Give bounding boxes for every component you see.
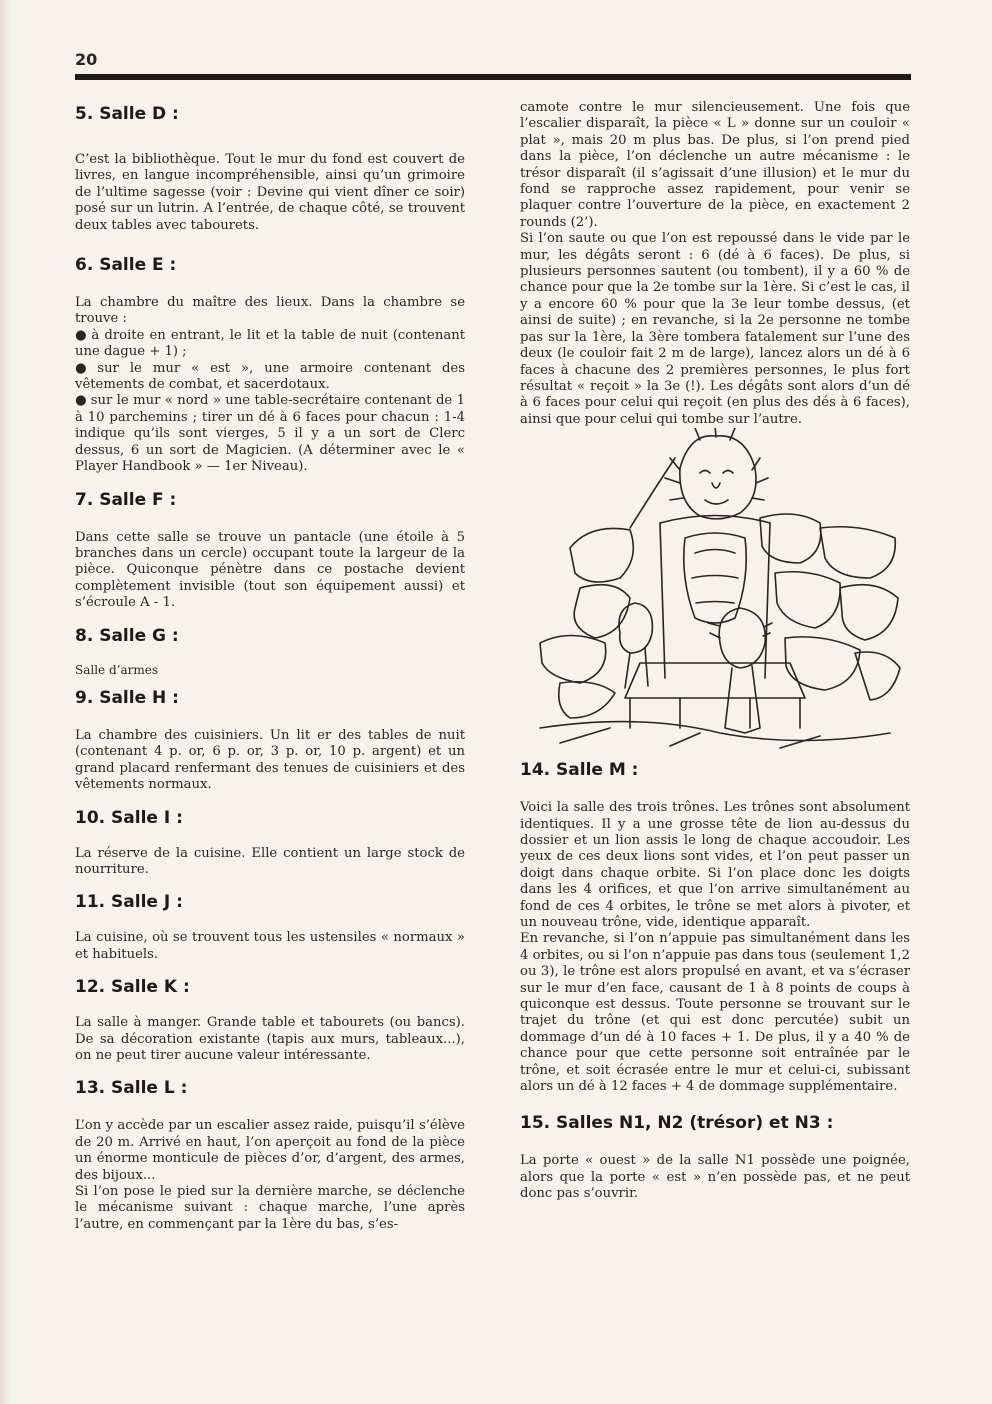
text-salle-e-intro: La chambre du maître des lieux. Dans la chambre se trouve : [75,295,465,327]
text-salle-h: La chambre des cuisiniers. Un lit er des tables de nuit (contenant 4 p. or, 6 p. or, 3 p. or, 10 p. argent) et un grand placard renfermant des tenues de cuisiniers et des vêtements normaux. [75,727,465,793]
list-item-text: à droite en entrant, le lit et la table de nuit (contenant une dague + 1) ; [75,327,465,360]
heading-salle-k: 12. Salle K : [75,977,190,998]
list-item-text: sur le mur « est », une armoire contenant des vêtements de combat, et sacerdotaux. [75,360,465,393]
heading-salle-j: 11. Salle J : [75,892,183,913]
heading-salle-h: 9. Salle H : [75,687,179,708]
text-salle-l-continued-1: camote contre le mur silencieusement. Une fois que l’escalier disparaît, la pièce « L » donne sur un couloir « plat », mais 20 m plus bas. De plus, si l’on prend pied dans la pièce, l’on déclenche un autre mécanisme : le trésor disparaît (il s’agissait d’une illusion) et le mur du fond se rapproche assez rapidement, pour venir se plaquer contre l’ouverture de la pièce, en exactement 2 rounds (2’). [520,100,910,230]
page-number: 20 [75,50,98,69]
bullet-icon: ● [75,393,87,409]
header-rule [75,74,911,80]
heading-salle-f: 7. Salle F : [75,489,177,510]
heading-salles-n: 15. Salles N1, N2 (trésor) et N3 : [520,1113,834,1134]
text-salle-m-2: En revanche, si l’on n’appuie pas simultanément dans les 4 orbites, ou si l’on n’appuie pas dans tous (seulement 1,2 ou 3), le trône est alors propulsé en avant, et va s’écraser sur le mur d’en face, causant de 1 à 8 points de coups à quiconque est dessus. Toute personne se trouvant sur le trajet du trône (et qui est donc percutée) subit un dommage d’un dé à 10 faces + 1. De plus, il y a 40 % de chance pour que cette personne soit entraînée par le trône, et soit écrasée entre le mur et celui-ci, subissant alors un dé à 12 faces + 4 de dommage supplémentaire. [520,931,910,1095]
text-salle-j: La cuisine, où se trouvent tous les ustensiles « normaux » et habituels. [75,930,465,962]
text-salle-l-1: L’on y accède par un escalier assez raide, puisqu’il s’élève de 20 m. Arrivé en haut, l’on aperçoit au fond de la pièce un énorme monticule de pièces d’or, d’argent, des armes, des bijoux... [75,1118,465,1183]
page-edge [0,0,10,1404]
right-column [520,100,910,1203]
heading-salle-g: 8. Salle G : [75,625,179,646]
heading-salle-m: 14. Salle M : [520,760,639,781]
text-salle-m-1: Voici la salle des trois trônes. Les trônes sont absolument identiques. Il y a une grosse tête de lion au-dessus du dossier et un lion assis le long de chaque accoudoir. Les yeux de ces deux lions sont vides, et l’on peut passer un doigt dans chaque orbite. Si l’on place donc les doigts dans les 4 orifices, et que l’on arrive simultanément au fond de ces 4 orbites, le trône se met alors à pivoter, et un nouveau trône, vide, identique apparaît. [520,800,910,930]
text-salle-l-2: Si l’on pose le pied sur la dernière marche, se déclenche le mécanisme suivant : chaque marche, l’une après l’autre, en commençant par la 1ère du bas, s’es- [75,1184,465,1232]
list-item [75,393,465,475]
throne-lion-illustration [520,428,910,758]
heading-salle-d: 5. Salle D : [75,104,179,124]
text-salle-f: Dans cette salle se trouve un pantacle (une étoile à 5 branches dans un cercle) occupant toute la largeur de la pièce. Quiconque pénètre dans ce postache devient complètement invisible (tout son équipement aussi) et s’écroule A - 1. [75,529,465,611]
heading-salle-e: 6. Salle E : [75,255,177,276]
list-item-text: sur le mur « nord » une table-secrétaire contenant de 1 à 10 parchemins ; tirer un dé à 6 faces pour chacun : 1-4 indique qu’ils sont vierges, 5 il y a un sort de Clerc dessus, 6 un sort de Magicien. (A déterminer avec le « Player Handbook » — 1er Niveau). [75,393,465,475]
bullet-icon: ● [75,360,94,376]
list-item [75,328,465,361]
bullet-icon: ● [75,327,88,343]
text-salle-g: Salle d’armes [75,662,158,677]
text-salle-k: La salle à manger. Grande table et tabourets (ou bancs). De sa décoration existante (tapis aux murs, tableaux...), on ne peut tirer aucune valeur intéressante. [75,1015,465,1063]
text-salles-n: La porte « ouest » de la salle N1 possède une poignée, alors que la porte « est » n’en possède pas, et ne peut donc pas s’ouvrir. [520,1153,910,1202]
text-salle-l-continued-2: Si l’on saute ou que l’on est repoussé dans le vide par le mur, les dégâts seront : 6 (dé à 6 faces). De plus, si plusieurs personnes sautent (ou tombent), il y a 60 % de chance pour que la 2e tombe sur la 1ère. Si c’est le cas, il y a encore 60 % pour que la 3e leur tombe dessus, (et ainsi de suite) ; en revanche, si la 2e personne ne tombe pas sur la 1ère, la 3ère tombera fatalement sur l’une des deux (le couloir fait 2 m de large), lancez alors un dé à 6 faces à chacune des 2 premières personnes, le plus fort résultat « reçoit » la 3e (!). Les dégâts sont alors d’un dé à 6 faces pour celui qui reçoit (en plus des dés à 6 faces), ainsi que pour celui qui tombe sur l’autre. [520,231,910,427]
text-salle-d: C’est la bibliothèque. Tout le mur du fond est couvert de livres, en langue incompréhensible, ainsi qu’un grimoire de l’ultime sagesse (voir : Devine qui vient dîner ce soir) posé sur un lutrin. A l’entrée, de chaque côté, se trouvent deux tables avec tabourets. [75,152,465,233]
heading-salle-l: 13. Salle L : [75,1078,188,1099]
left-column [75,100,465,1233]
list-salle-e [75,328,465,476]
heading-salle-i: 10. Salle I : [75,807,183,828]
text-salle-i: La réserve de la cuisine. Elle contient un large stock de nourriture. [75,845,465,877]
list-item [75,361,465,394]
